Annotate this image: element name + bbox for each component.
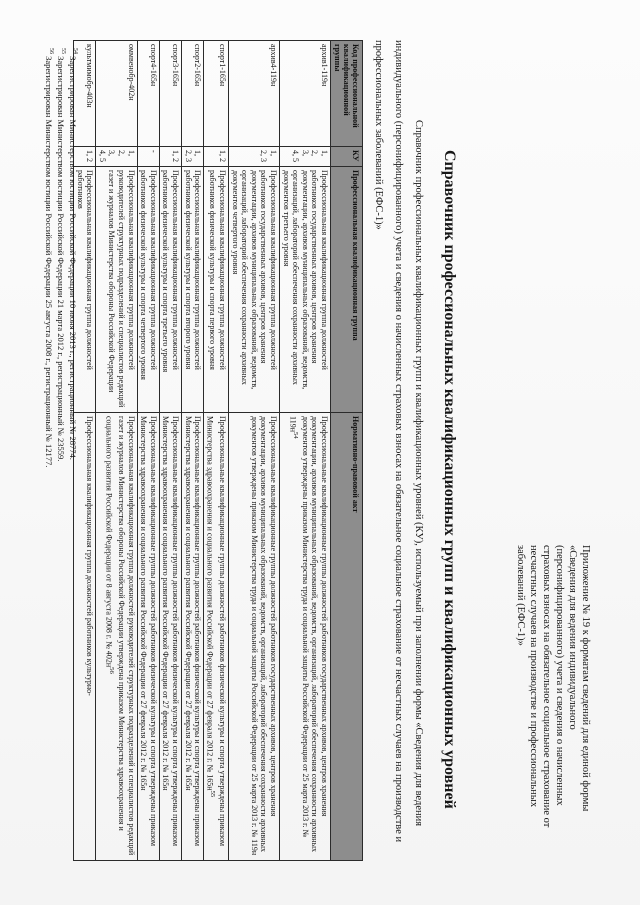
group-name-cell-text: Профессиональная квалификационная группа должностей работников физической культуры и спорта третьего уровня bbox=[161, 170, 181, 373]
appendix-line: заболеваний (ЕФС-1)» bbox=[515, 545, 526, 646]
group-code-cell bbox=[204, 41, 229, 147]
table-body bbox=[74, 41, 331, 861]
normative-act-cell-text: Профессиональные квалификационные группы должностей работников физической культуры и спорта утверждены приказом Министерства здравоохранения и социального развития Российской Федерации от 27 февраля 2012 г. № 165н bbox=[183, 416, 203, 847]
ku-cell-text: 1, 2, 3, 4, 5 bbox=[291, 150, 329, 162]
group-code-cell-text: архив4-119н bbox=[269, 44, 279, 87]
appendix-line: страховых взносах на обязательное социальное страхование от bbox=[541, 545, 552, 828]
normative-act-cell-text: Профессиональные квалификационные группы должностей работников государственных архивов, центров хранения документации, архивов муниципальных образований, ведомств, организаций, лабораторий обеспечения сохранности архивных документов утверждены приказом Министерства труда и социальной защиты Российской Федерации от 25 марта 2013 г. № 119н bbox=[288, 416, 329, 852]
group-code-cell-text: оммвенобр-402н bbox=[126, 44, 136, 101]
footnotes bbox=[45, 48, 80, 828]
ku-cell bbox=[182, 147, 204, 167]
group-name-cell-text: Профессиональная квалификационная группа должностей работников физической культуры и спорта первого уровня bbox=[208, 170, 228, 370]
ku-cell-text: 1, 2 bbox=[171, 150, 181, 162]
group-name-cell-text: Профессиональная квалификационная группа должностей руководителей структурных подразделений и специалистов редакций газет и журналов Министерства обороны Российской Федерации bbox=[107, 170, 136, 408]
footnote-ref: 56 bbox=[108, 667, 116, 674]
normative-act-cell bbox=[182, 413, 204, 861]
group-code-cell bbox=[137, 41, 159, 147]
appendix-line: (персонифицированного) учета и сведения о начисленных bbox=[554, 545, 565, 806]
group-name-cell bbox=[204, 167, 229, 413]
footnote bbox=[45, 48, 57, 828]
footnote-text: Зарегистрирован Министерством юстиции Российской Федерации 10 июня 2013 г., регистрационный № 28774. bbox=[68, 56, 79, 460]
ku-cell-text: 1, 2 bbox=[218, 150, 228, 162]
group-name-cell bbox=[182, 167, 204, 413]
normative-act-cell bbox=[229, 413, 280, 861]
header-act: Нормативно-правовой акт bbox=[331, 413, 363, 861]
footnote-number: 56 bbox=[48, 48, 55, 54]
group-name-cell bbox=[229, 167, 280, 413]
table-row bbox=[280, 41, 331, 861]
group-name-cell bbox=[96, 167, 137, 413]
appendix-line: «Сведения для ведения индивидуального bbox=[567, 545, 578, 730]
header-group: Профессиональная квалификационная группа bbox=[331, 167, 363, 413]
header-ku: КУ bbox=[331, 147, 363, 167]
footnote-number: 54 bbox=[72, 48, 78, 54]
appendix-line: Приложение № 19 к форматам сведений для единой формы bbox=[580, 545, 591, 812]
footnote-text: Зарегистрирован Министерством юстиции Российской Федерации 21 марта 2012 г., регистрационный № 23559. bbox=[56, 56, 67, 462]
table-row bbox=[159, 41, 181, 861]
normative-act-cell-text: Профессиональная квалификационная группа должностей руководителей структурных подразделений и специалистов редакций газет и журналов Министерства обороны Российской Федерации утверждена приказом Министерства здравоохранения и социального развития Российской Федерации от 8 августа 2008 г. № 402н bbox=[104, 416, 136, 856]
group-name-cell-text: Профессиональная квалификационная группа должностей работников государственных архивов, центров хранения документации, архивов муниципальных образований, ведомств, организаций, лабораторий обеспечения сохранности архивных документов третьего уровня bbox=[281, 170, 329, 390]
table-row bbox=[204, 41, 229, 861]
appendix-note bbox=[514, 545, 592, 850]
normative-act-cell bbox=[159, 413, 181, 861]
table-row bbox=[229, 41, 280, 861]
footnote-text: Зарегистрирован Министерством юстиции Российской Федерации 25 августа 2008 г., регистрационный № 12177. bbox=[44, 56, 55, 468]
normative-act-cell bbox=[137, 413, 159, 861]
footnote-number: 55 bbox=[60, 48, 67, 54]
normative-act-cell-text: Профессиональная квалификационная группа должностей работников культурно- bbox=[85, 416, 95, 696]
rotated-page-content bbox=[0, 20, 600, 880]
normative-act-cell-text: Профессиональные квалификационные группы должностей работников физической культуры и спорта утверждены приказом Министерства здравоохранения и социального развития Российской Федерации от 27 февраля 2012 г. № 165н bbox=[139, 416, 158, 847]
table-row bbox=[96, 41, 137, 861]
ku-cell bbox=[96, 147, 137, 167]
group-name-cell-text: Профессиональная квалификационная группа должностей работников физической культуры и спорта четвертого уровня bbox=[139, 170, 158, 380]
header-code: Код профессиональной квалификационной группы bbox=[331, 41, 363, 147]
group-code-cell bbox=[159, 41, 181, 147]
ku-cell-text: 1, 2 bbox=[85, 150, 95, 162]
group-name-cell-text: Профессиональная квалификационная группа должностей работников bbox=[75, 170, 95, 370]
group-code-cell-text: архив1-119н bbox=[320, 44, 329, 87]
group-name-cell-text: Профессиональная квалификационная группа должностей работников государственных архивов, центров хранения документации, архивов муниципальных образований, ведомств, организаций, лабораторий обеспечения сохранности архивных документов четвертого уровня bbox=[230, 170, 279, 390]
table-row bbox=[182, 41, 204, 861]
group-code-cell-text: спорт3-165н bbox=[171, 44, 181, 87]
normative-act-cell bbox=[280, 413, 331, 861]
group-code-cell-text: спорт4-165н bbox=[148, 44, 158, 87]
group-code-cell bbox=[229, 41, 280, 147]
group-name-cell bbox=[159, 167, 181, 413]
document-title: Справочник профессиональных квалификационных групп и квалификационных уровней bbox=[441, 150, 458, 809]
group-code-cell bbox=[280, 41, 331, 147]
footnote-ref: 54 bbox=[292, 431, 300, 439]
ku-cell-text: 1, 2, 3 bbox=[183, 150, 203, 162]
table-header-row bbox=[331, 41, 363, 861]
ku-cell-text: 1, 2, 3 bbox=[259, 150, 279, 162]
ku-cell bbox=[280, 147, 331, 167]
group-name-cell bbox=[280, 167, 331, 413]
ku-cell bbox=[137, 147, 159, 167]
appendix-line: несчастных случаев на производстве и профессиональных bbox=[528, 545, 539, 808]
normative-act-cell-text: Профессиональные квалификационные группы должностей работников физической культуры и спорта утверждены приказом Министерства здравоохранения и социального развития Российской Федерации от 27 февраля 2012 г. № 165н bbox=[205, 416, 228, 847]
ku-cell bbox=[229, 147, 280, 167]
ku-cell bbox=[204, 147, 229, 167]
ku-cell-text: 1, 2, 3, 4, 5 bbox=[97, 150, 136, 162]
group-code-cell bbox=[96, 41, 137, 147]
group-code-cell-text: спорт2-165н bbox=[193, 44, 203, 87]
qualification-groups-table bbox=[73, 40, 363, 861]
group-code-cell-text: спорт1-165н bbox=[218, 44, 228, 87]
normative-act-cell-text: Профессиональные квалификационные группы должностей работников государственных архивов, центров хранения документации, архивов муниципальных образований, ведомств, организаций, лабораторий обеспечения сохранности архивных документов утверждены приказом Министерства труда и социальной защиты Российской Федерации от 25 марта 2013 г. № 119н bbox=[249, 416, 279, 856]
footnote-ref: 55 bbox=[209, 790, 217, 798]
normative-act-cell-text: Профессиональные квалификационные группы должностей работников физической культуры и спорта утверждены приказом Министерства здравоохранения и социального развития Российской Федерации от 27 февраля 2012 г. № 165н bbox=[161, 416, 181, 847]
intro-paragraph: Справочник профессиональных квалификационных групп и квалификационных уровней (КУ), используемый при заполнении формы «Сведения для ведения индивидуального (персонифицированного) учета и сведения о начисленных страховых взносах на обязательное социальное страхование от несчастных случаев на производстве и профессиональных заболеваний (ЕФС-1)» bbox=[373, 40, 424, 843]
group-code-cell bbox=[182, 41, 204, 147]
normative-act-cell bbox=[96, 413, 137, 861]
footnote bbox=[56, 48, 68, 828]
normative-act-cell bbox=[204, 413, 229, 861]
group-name-cell-text: Профессиональная квалификационная группа должностей работников физической культуры и спорта второго уровня bbox=[183, 170, 203, 370]
group-name-cell bbox=[137, 167, 159, 413]
ku-cell bbox=[159, 147, 181, 167]
ku-cell-text: - bbox=[148, 150, 158, 153]
table-row bbox=[137, 41, 159, 861]
group-code-cell-text: культмимобр-403н bbox=[85, 44, 95, 108]
footnote bbox=[68, 48, 80, 828]
